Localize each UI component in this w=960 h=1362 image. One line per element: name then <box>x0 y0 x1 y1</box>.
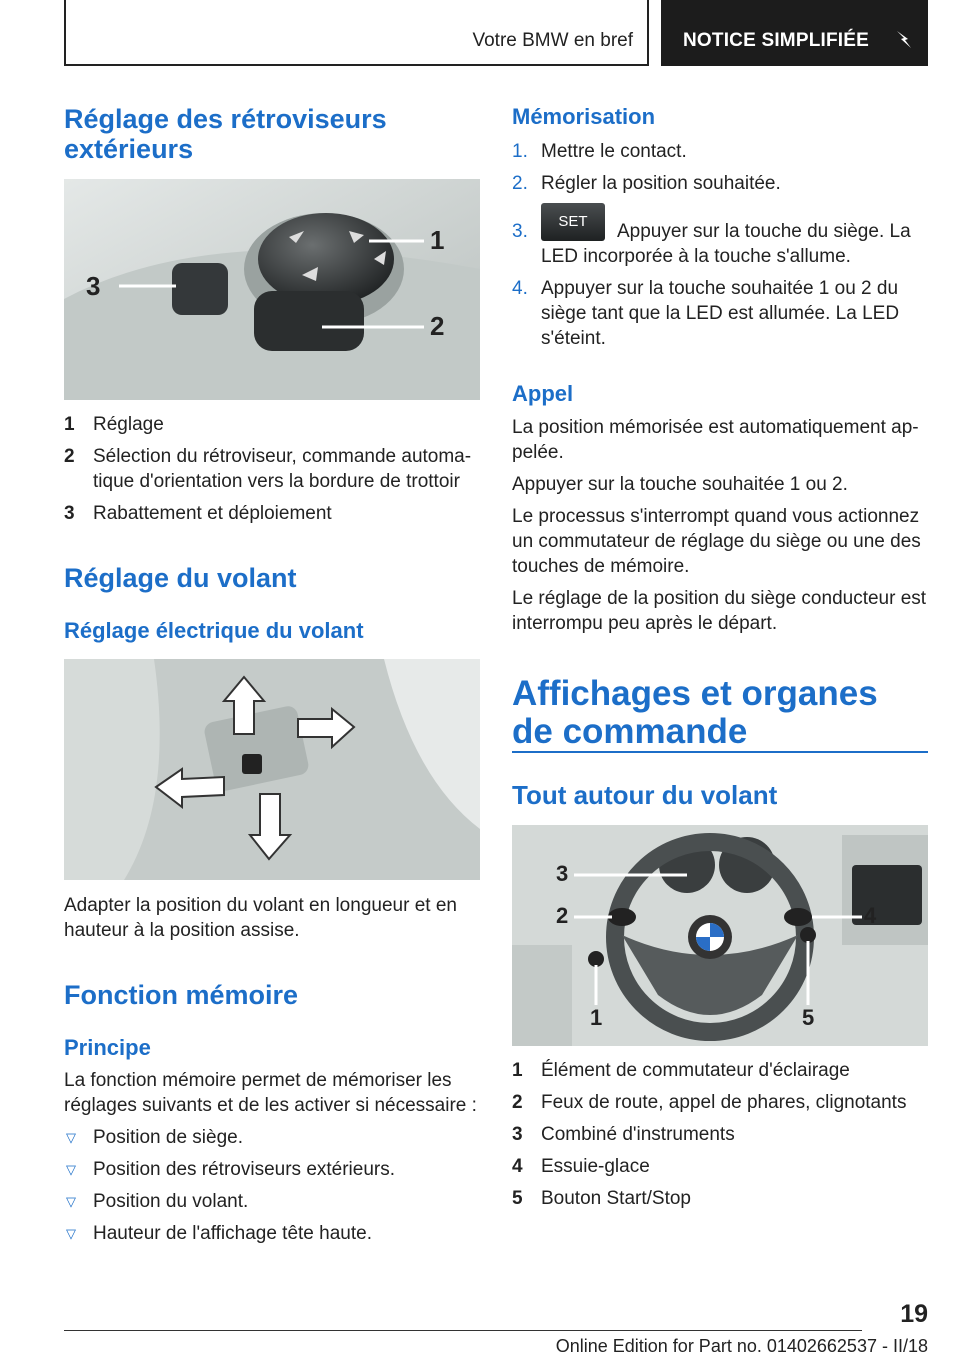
lightning-icon <box>893 28 915 50</box>
steering-wheel-image <box>512 825 928 1046</box>
list-item: ▽ Position des rétroviseurs extérieurs. <box>66 1159 396 1180</box>
bullet-triangle-icon: ▽ <box>66 1130 76 1145</box>
page-number: 19 <box>900 1300 928 1328</box>
wheel-callout-5: 5 <box>802 1005 815 1030</box>
list-item: 2 Feux de route, appel de phares, clignotants <box>512 1092 907 1113</box>
list-item: 3 Rabattement et déploiement <box>64 503 332 524</box>
wheel-callout-3: 3 <box>556 861 569 886</box>
steering-text: Adapter la position du volant en longueur et en hauteur à la position assise. <box>64 895 457 941</box>
steering-adjust-image <box>64 659 480 880</box>
controls-title: Affichages et organes de commande <box>512 674 878 751</box>
principle-text: La fonction mémoire permet de mémoriser les réglages suivants et de les activer si nécessaire : <box>64 1070 477 1116</box>
bullet-triangle-icon: ▽ <box>66 1162 76 1177</box>
list-item: ▽ Position du volant. <box>66 1191 249 1212</box>
mirror-callout-1: 1 <box>430 225 445 255</box>
page-header <box>64 0 928 66</box>
controls-legend <box>512 1058 928 1218</box>
wheel-callout-4: 4 <box>864 903 877 928</box>
store-steps <box>512 139 928 358</box>
steering-title: Réglage du volant <box>64 563 297 593</box>
memory-bullets <box>64 1125 480 1253</box>
recall-title: Appel <box>512 381 574 406</box>
list-item: 2. Régler la position souhaitée. <box>512 173 781 194</box>
principle-title: Principe <box>64 1035 151 1060</box>
list-item: 4. Appuyer sur la touche souhaitée 1 ou 2 du siège tant que la LED est allumée. La LED s'éteint. <box>512 278 900 349</box>
steering-subtitle: Réglage électrique du volant <box>64 618 364 643</box>
section-title: Votre BMW en bref <box>472 30 633 51</box>
mirror-callout-2: 2 <box>430 311 445 341</box>
list-item: 1. Mettre le contact. <box>512 141 687 162</box>
mirror-control-image <box>64 179 480 400</box>
list-item: ▽ Position de siège. <box>66 1127 243 1148</box>
recall-text: La position mémorisée est automatiquement ap‐ pelée. Appuyer sur la touche souhaitée 1 ou 2. Le processus s'interrompt quand vous actionnez un commutateur de réglage du siège ou une des touches de mémoire. Le réglage de la position du siège conducteur est interrompu peu après le départ. <box>512 417 927 634</box>
section-tab <box>64 0 649 66</box>
controls-subtitle: Tout autour du volant <box>512 780 778 810</box>
chapter-tab <box>661 0 928 66</box>
list-item: 1 Élément de commutateur d'éclairage <box>512 1060 850 1081</box>
store-title: Mémorisation <box>512 104 656 129</box>
chapter-title: NOTICE SIMPLIFIÉE <box>683 30 870 51</box>
memory-title: Fonction mémoire <box>64 980 299 1010</box>
list-item: 3. SET Appuyer sur la touche du siège. La LED incorporée à la touche s'allume. <box>512 209 928 269</box>
mirror-callout-3: 3 <box>86 271 101 301</box>
list-item: 5 Bouton Start/Stop <box>512 1188 691 1209</box>
bullet-triangle-icon: ▽ <box>66 1226 76 1241</box>
set-key-icon: SET <box>541 203 605 241</box>
list-item: ▽ Hauteur de l'affichage tête haute. <box>66 1223 372 1244</box>
list-item: 2 Sélection du rétroviseur, commande automa‐ tique d'orientation vers la bordure de trottoir <box>64 446 472 492</box>
bullet-triangle-icon: ▽ <box>66 1194 76 1209</box>
mirror-title: Réglage des rétroviseurs extérieurs <box>64 104 387 164</box>
footer-rule <box>64 1330 862 1331</box>
mirror-legend <box>64 412 480 533</box>
wheel-callout-2: 2 <box>556 903 569 928</box>
wheel-callout-1: 1 <box>590 1005 603 1030</box>
edition-text: Online Edition for Part no. 01402662537 - II/18 <box>555 1336 928 1356</box>
list-item: 3 Combiné d'instruments <box>512 1124 735 1145</box>
list-item: 1 Réglage <box>64 414 164 435</box>
list-item: 4 Essuie-glace <box>512 1156 650 1177</box>
section-rule <box>512 751 928 753</box>
